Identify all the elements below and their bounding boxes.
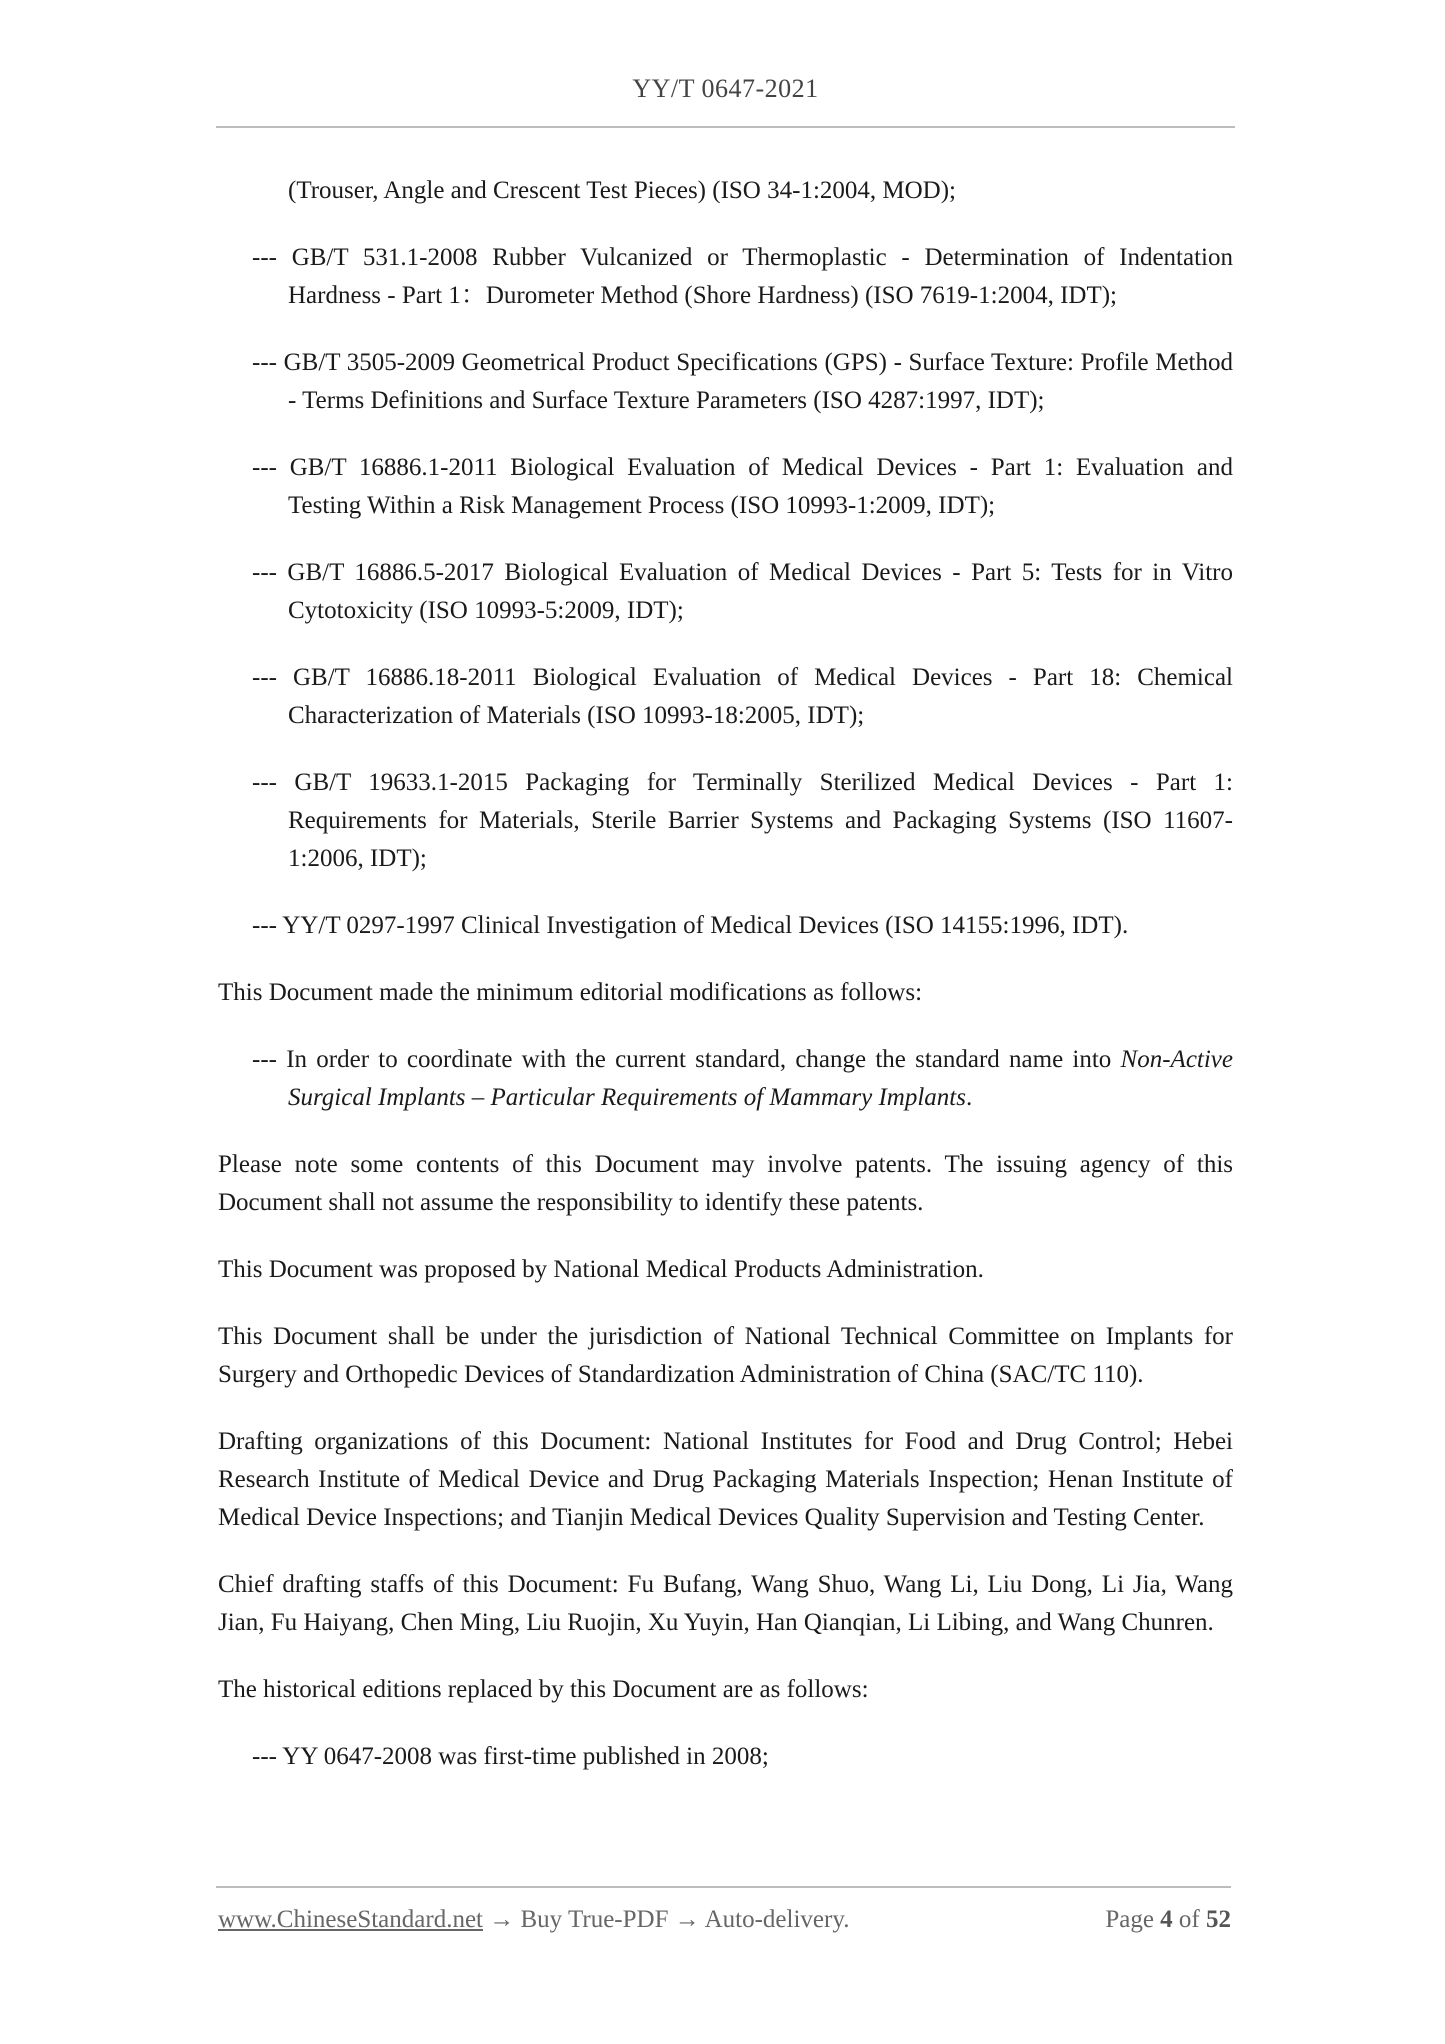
drafting-staff-paragraph: Chief drafting staffs of this Document: Fu Bufang, Wang Shuo, Wang Li, Liu Dong, Li Jia, Wang Jian, Fu Haiyang, Chen Ming, Liu Ruojin, Xu Yuyin, Han Qianqian, Li Libing, and Wang Chunren. <box>218 1571 1233 1636</box>
header-divider <box>216 126 1235 128</box>
drafting-organizations-paragraph: Drafting organizations of this Document: National Institutes for Food and Drug Control; Hebei Research Institute of Medical Device and Drug Packaging Materials Inspection; Henan Institute of Medical Device Inspections; and Tianjin Medical Devices Quality Supervision and Testing Center. <box>218 1428 1233 1531</box>
reference-item: --- YY/T 0297-1997 Clinical Investigation of Medical Devices (ISO 14155:1996, IDT). <box>252 912 1129 939</box>
page-number: 4 <box>1160 1906 1173 1933</box>
proposed-paragraph: This Document was proposed by National Medical Products Administration. <box>218 1256 984 1283</box>
modification-suffix: . <box>965 1084 973 1111</box>
document-body <box>218 172 1233 1776</box>
page-header-title: YY/T 0647-2021 <box>632 74 819 103</box>
page-total: 52 <box>1206 1906 1231 1933</box>
footer-tagline: → Buy True-PDF → Auto-delivery. <box>483 1906 850 1933</box>
reference-item: --- GB/T 16886.5-2017 Biological Evaluation of Medical Devices - Part 5: Tests for in Vitro Cytotoxicity (ISO 10993-5:2009, IDT); <box>252 559 1233 624</box>
reference-item: --- GB/T 531.1-2008 Rubber Vulcanized or Thermoplastic - Determination of Indentation Hardness - Part 1：Durometer Method (Shore Hardness) (ISO 7619-1:2004, IDT); <box>252 244 1233 309</box>
reference-item: --- GB/T 16886.1-2011 Biological Evaluation of Medical Devices - Part 1: Evaluation and Testing Within a Risk Management Process (ISO 10993-1:2009, IDT); <box>252 454 1233 519</box>
reference-item: --- GB/T 19633.1-2015 Packaging for Terminally Sterilized Medical Devices - Part 1: Requirements for Materials, Sterile Barrier Systems and Packaging Systems (ISO 11607-1:2006, IDT); <box>252 769 1233 872</box>
patents-paragraph: Please note some contents of this Document may involve patents. The issuing agency of this Document shall not assume the responsibility to identify these patents. <box>218 1151 1233 1216</box>
jurisdiction-paragraph: This Document shall be under the jurisdiction of National Technical Committee on Implants for Surgery and Orthopedic Devices of Standardization Administration of China (SAC/TC 110). <box>218 1323 1233 1388</box>
history-intro: The historical editions replaced by this Document are as follows: <box>218 1676 869 1703</box>
footer-promo <box>218 1906 849 1934</box>
modification-prefix: --- In order to coordinate with the current standard, change the standard name into <box>252 1046 1121 1073</box>
modification-standard-title: Non-Active Surgical Implants – Particular Requirements of Mammary Implants <box>288 1046 1233 1111</box>
of-label: of <box>1178 1906 1200 1933</box>
website-link[interactable]: www.ChineseStandard.net <box>218 1906 483 1933</box>
reference-item: --- GB/T 3505-2009 Geometrical Product Specifications (GPS) - Surface Texture: Profile Method - Terms Definitions and Surface Texture Parameters (ISO 4287:1997, IDT); <box>252 349 1233 414</box>
page-indicator <box>1105 1906 1231 1934</box>
page-label: Page <box>1105 1906 1154 1933</box>
history-item: --- YY 0647-2008 was first-time published in 2008; <box>252 1743 769 1770</box>
modifications-intro: This Document made the minimum editorial modifications as follows: <box>218 979 923 1006</box>
footer-divider <box>216 1886 1231 1888</box>
reference-item: --- GB/T 16886.18-2011 Biological Evaluation of Medical Devices - Part 18: Chemical Characterization of Materials (ISO 10993-18:2005, IDT); <box>252 664 1233 729</box>
modification-item <box>218 1041 1233 1117</box>
reference-continuation: (Trouser, Angle and Crescent Test Pieces) (ISO 34-1:2004, MOD); <box>288 177 956 204</box>
